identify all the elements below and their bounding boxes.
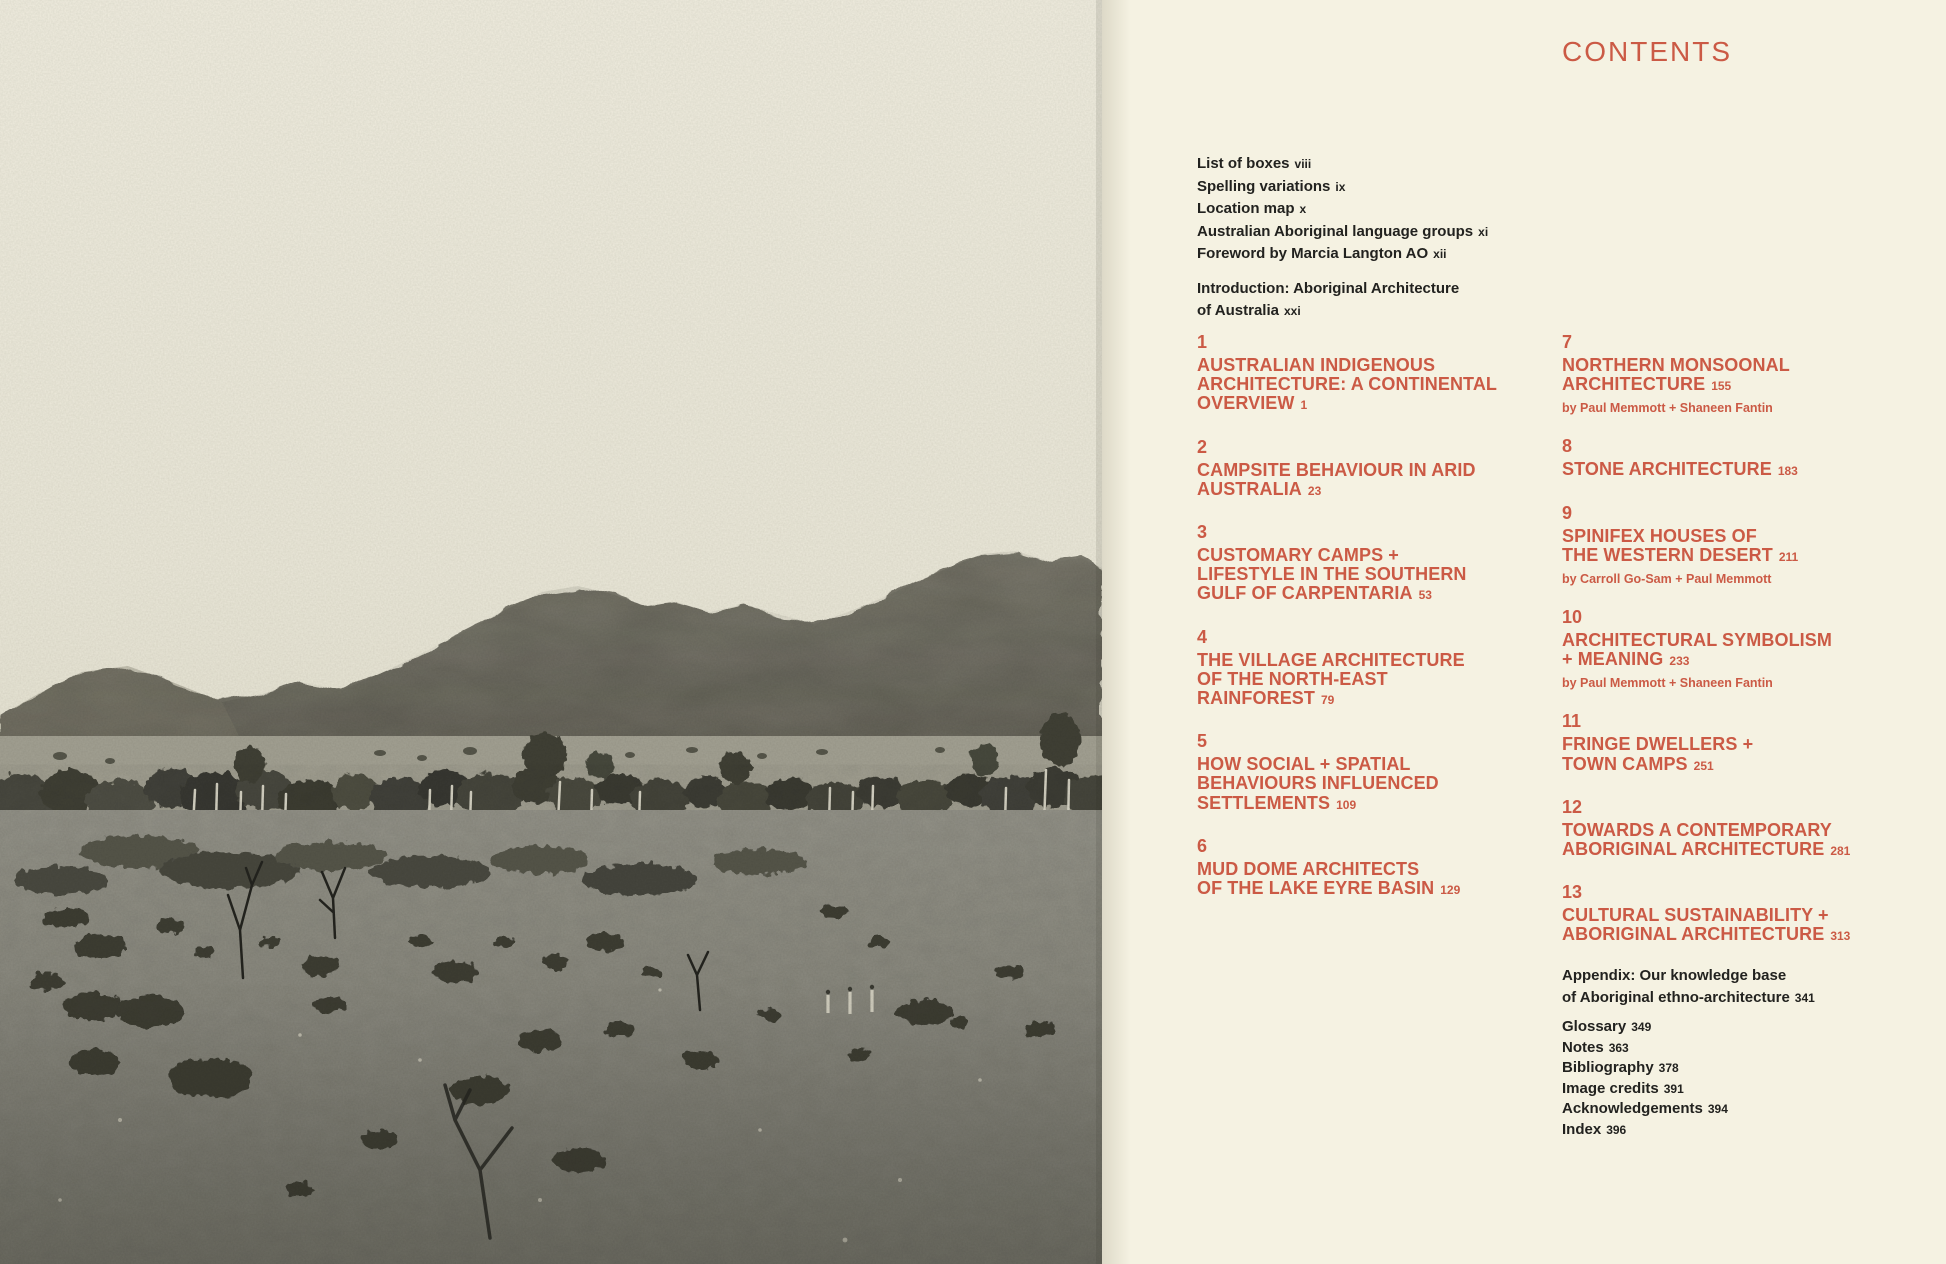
page-number: 363 — [1608, 1040, 1629, 1055]
toc-entry — [1197, 176, 1488, 199]
toc-entry — [1197, 153, 1488, 176]
toc-entry-label: List of boxes — [1197, 155, 1290, 172]
chapter-entry — [1562, 882, 1922, 946]
chapters-column-left — [1197, 332, 1557, 921]
chapter-title-line: RAINFOREST 79 — [1197, 688, 1335, 709]
chapter-number: 1 — [1197, 332, 1208, 352]
chapter-title-line: OF THE LAKE EYRE BASIN 129 — [1197, 878, 1461, 899]
appendix-line: of Aboriginal ethno-architecture 341 — [1562, 988, 1815, 1006]
end-matter — [1562, 965, 1815, 1141]
chapter-title-line: GULF OF CARPENTARIA 53 — [1197, 583, 1432, 604]
back-matter-list — [1562, 1017, 1815, 1141]
page-number: 1 — [1300, 398, 1308, 413]
chapter-title-line: BEHAVIOURS INFLUENCED — [1197, 773, 1439, 794]
page-number: 53 — [1418, 588, 1432, 603]
chapter-entry — [1197, 731, 1557, 815]
chapter-title-line: FRINGE DWELLERS + — [1562, 734, 1754, 755]
chapter-number: 11 — [1562, 711, 1582, 732]
chapter-number: 7 — [1562, 332, 1573, 352]
toc-entry-label: Foreword by Marcia Langton AO — [1197, 245, 1429, 262]
chapter-title-line: TOWN CAMPS 251 — [1562, 753, 1714, 774]
chapter-number: 12 — [1562, 796, 1583, 817]
toc-entry — [1197, 198, 1488, 221]
chapter-entry — [1197, 836, 1557, 900]
page-number: 349 — [1631, 1020, 1652, 1034]
chapter-number: 13 — [1562, 882, 1583, 903]
chapters-column-right — [1562, 332, 1922, 968]
chapter-title-line: SETTLEMENTS 109 — [1197, 792, 1357, 813]
chapter-title-line: TOWARDS A CONTEMPORARY — [1562, 819, 1832, 840]
chapter-title-line: ARCHITECTURE 155 — [1562, 374, 1732, 395]
toc-entry-label: Acknowledgements — [1562, 1100, 1703, 1118]
chapter-title-line: OVERVIEW 1 — [1197, 393, 1308, 414]
introduction-line: of Australia xxi — [1197, 301, 1301, 319]
toc-entry — [1562, 1038, 1815, 1059]
page-number: 378 — [1658, 1061, 1679, 1076]
toc-entry-label: Location map — [1197, 200, 1295, 217]
chapter-title-line: THE WESTERN DESERT 211 — [1562, 544, 1799, 565]
toc-entry — [1562, 1079, 1815, 1100]
toc-entry-label: Glossary — [1562, 1018, 1627, 1035]
contents-page — [1102, 0, 1946, 1264]
chapter-entry — [1197, 437, 1557, 501]
chapter-entry — [1197, 332, 1557, 416]
page-number: 396 — [1606, 1122, 1627, 1137]
chapter-title-line: CAMPSITE BEHAVIOUR IN ARID — [1197, 459, 1476, 480]
chapter-entry — [1562, 503, 1922, 586]
appendix-line: Appendix: Our knowledge base — [1562, 967, 1787, 984]
chapter-title-line: ABORIGINAL ARCHITECTURE 281 — [1562, 839, 1851, 860]
page-number: xxi — [1283, 303, 1301, 318]
toc-entry — [1562, 1099, 1815, 1120]
chapter-title-line: STONE ARCHITECTURE 183 — [1562, 459, 1798, 480]
chapter-title-line: CULTURAL SUSTAINABILITY + — [1562, 905, 1829, 926]
toc-entry-label: Spelling variations — [1197, 177, 1331, 195]
chapter-entry — [1562, 607, 1922, 690]
chapter-entry — [1562, 711, 1922, 775]
page-number: xii — [1433, 247, 1447, 261]
toc-entry-label: Image credits — [1562, 1079, 1659, 1097]
page-number: x — [1299, 202, 1307, 216]
chapter-title-line: ABORIGINAL ARCHITECTURE 313 — [1562, 924, 1851, 945]
chapter-entry — [1562, 436, 1922, 481]
page-number: xi — [1478, 224, 1489, 239]
chapter-byline: by Carroll Go-Sam + Paul Memmott — [1562, 572, 1772, 587]
introduction-line: Introduction: Aboriginal Architecture — [1197, 280, 1460, 297]
chapter-entry — [1197, 522, 1557, 606]
page-number: 313 — [1830, 929, 1851, 944]
chapter-entry — [1197, 627, 1557, 711]
toc-entry — [1562, 1058, 1815, 1079]
page-number: 211 — [1778, 549, 1799, 564]
chapter-entry — [1562, 332, 1922, 415]
chapter-title-line: LIFESTYLE IN THE SOUTHERN — [1197, 564, 1467, 585]
page-number: viii — [1294, 157, 1312, 171]
chapter-title-line: NORTHERN MONSOONAL — [1562, 355, 1790, 375]
chapter-title-line: AUSTRALIAN INDIGENOUS — [1197, 355, 1436, 375]
page-number: 129 — [1440, 883, 1461, 898]
chapter-title-line: MUD DOME ARCHITECTS — [1197, 858, 1420, 879]
chapter-title-line: HOW SOCIAL + SPATIAL — [1197, 754, 1411, 775]
chapter-title-line: CUSTOMARY CAMPS + — [1197, 545, 1399, 566]
chapter-number: 3 — [1197, 522, 1208, 543]
toc-entry — [1197, 243, 1488, 266]
chapter-number: 2 — [1197, 436, 1208, 457]
chapter-title-line: + MEANING 233 — [1562, 649, 1690, 670]
appendix-entry — [1562, 965, 1815, 1009]
chapter-byline: by Paul Memmott + Shaneen Fantin — [1562, 401, 1773, 416]
toc-entry — [1197, 221, 1488, 244]
chapter-number: 6 — [1197, 835, 1208, 856]
toc-entry — [1562, 1120, 1815, 1141]
page-number: 394 — [1707, 1102, 1728, 1117]
chapter-number: 4 — [1197, 626, 1208, 647]
front-matter-list — [1197, 153, 1488, 266]
page-number: 281 — [1830, 844, 1851, 859]
page-number: 183 — [1777, 464, 1798, 479]
chapter-title-line: THE VILLAGE ARCHITECTURE — [1197, 649, 1465, 670]
page-number: 341 — [1794, 990, 1815, 1005]
chapter-byline: by Paul Memmott + Shaneen Fantin — [1562, 676, 1773, 691]
chapter-entry — [1562, 797, 1922, 861]
page-number: 155 — [1711, 379, 1732, 394]
chapter-title-line: ARCHITECTURE: A CONTINENTAL — [1197, 374, 1498, 395]
page-number: 233 — [1669, 654, 1690, 669]
toc-entry — [1562, 1017, 1815, 1038]
chapter-title-line: OF THE NORTH-EAST — [1197, 668, 1388, 689]
chapter-title-line: AUSTRALIA 23 — [1197, 478, 1322, 499]
page-number: 391 — [1663, 1081, 1684, 1096]
chapter-title-line: SPINIFEX HOUSES OF — [1562, 525, 1757, 546]
toc-entry-label: Australian Aboriginal language groups — [1197, 222, 1474, 240]
page-number: 23 — [1307, 483, 1322, 498]
introduction-entry — [1197, 278, 1459, 322]
chapter-number: 8 — [1562, 436, 1573, 457]
chapter-title-line: ARCHITECTURAL SYMBOLISM — [1562, 630, 1832, 651]
toc-entry-label: Bibliography — [1562, 1059, 1654, 1077]
chapter-number: 9 — [1562, 502, 1573, 523]
page-number: ix — [1335, 179, 1346, 194]
toc-entry-label: Index — [1562, 1120, 1602, 1138]
chapter-number: 10 — [1562, 607, 1583, 628]
contents-title: CONTENTS — [1562, 36, 1732, 67]
page-number: 109 — [1336, 797, 1357, 812]
page-number: 79 — [1321, 693, 1335, 708]
page-number: 251 — [1693, 758, 1714, 773]
chapter-number: 5 — [1197, 731, 1208, 752]
toc-entry-label: Notes — [1562, 1038, 1604, 1056]
